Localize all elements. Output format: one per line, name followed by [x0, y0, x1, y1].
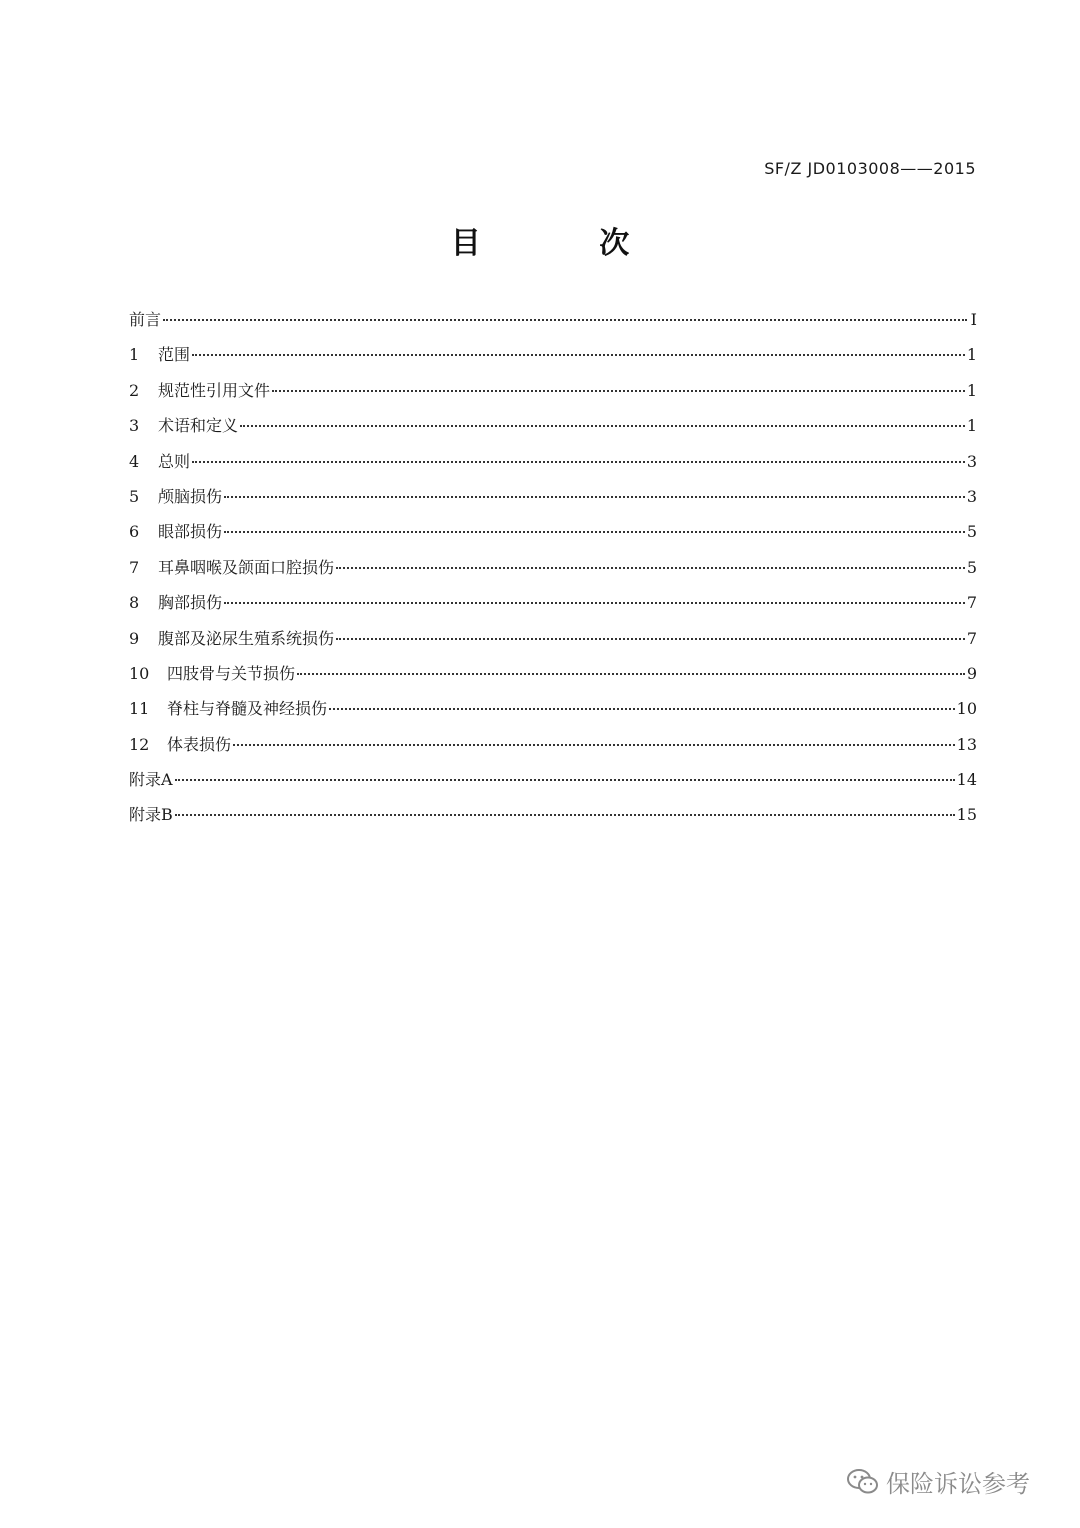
toc-entry[interactable] — [129, 731, 977, 766]
toc-entry-page: 3 — [966, 451, 977, 471]
watermark — [846, 1464, 1030, 1499]
toc-entry-label: 前言 — [129, 310, 162, 329]
toc-entry-number: 11 — [129, 699, 150, 719]
toc-entry-label: 总则 — [158, 451, 191, 471]
toc-entry-number: 4 — [129, 451, 140, 471]
toc-entry-page: 15 — [956, 805, 977, 825]
dot-leader — [175, 779, 955, 781]
toc-entry-label: 范围 — [158, 345, 191, 365]
toc-entry-page: 5 — [966, 557, 977, 577]
toc-entry-number: 2 — [129, 380, 140, 400]
table-of-contents — [129, 306, 977, 837]
toc-entry[interactable] — [129, 801, 977, 836]
dot-leader — [175, 814, 955, 816]
toc-entry-page: 13 — [956, 734, 977, 754]
toc-entry-page: 7 — [966, 593, 977, 613]
watermark-text: 保险诉讼参考 — [886, 1470, 1030, 1498]
toc-entry[interactable] — [129, 483, 977, 518]
toc-entry-page: 1 — [966, 416, 977, 436]
toc-entry[interactable] — [129, 377, 977, 412]
toc-entry-number: 5 — [129, 486, 140, 506]
toc-entry[interactable] — [129, 660, 977, 695]
dot-leader — [297, 673, 965, 675]
standard-code: SF/Z JD0103008——2015 — [764, 159, 976, 178]
toc-entry-number: 8 — [129, 593, 140, 613]
dot-leader — [192, 461, 965, 463]
dot-leader — [240, 425, 965, 427]
dot-leader — [192, 354, 965, 356]
toc-entry-label: 术语和定义 — [158, 416, 239, 436]
toc-entry-label: 眼部损伤 — [158, 522, 223, 542]
dot-leader — [224, 531, 965, 533]
toc-entry-label: 附录A — [129, 770, 173, 790]
dot-leader — [163, 319, 967, 321]
toc-entry-number: 12 — [129, 734, 150, 754]
toc-entry-label: 规范性引用文件 — [158, 380, 271, 400]
toc-entry-label: 颅脑损伤 — [158, 486, 223, 506]
toc-entry[interactable] — [129, 589, 977, 624]
toc-entry[interactable] — [129, 766, 977, 801]
toc-entry[interactable] — [129, 448, 977, 483]
toc-entry-number: 7 — [129, 557, 140, 577]
wechat-icon — [846, 1468, 880, 1496]
toc-entry-page: 9 — [966, 663, 977, 683]
page-title: 目 次 — [450, 226, 684, 261]
dot-leader — [336, 638, 965, 640]
toc-entry[interactable] — [129, 518, 977, 553]
toc-entry-page: 10 — [956, 699, 977, 719]
toc-entry-label: 四肢骨与关节损伤 — [167, 663, 296, 683]
toc-entry[interactable] — [129, 412, 977, 447]
toc-entry-page: 3 — [966, 486, 977, 506]
toc-entry-label: 胸部损伤 — [158, 593, 223, 613]
toc-entry-number: 10 — [129, 663, 150, 683]
dot-leader — [224, 602, 965, 604]
toc-entry-number: 3 — [129, 416, 140, 436]
toc-entry-page: 7 — [966, 628, 977, 648]
dot-leader — [329, 708, 955, 710]
toc-entry-number: 9 — [129, 628, 140, 648]
dot-leader — [233, 744, 955, 746]
toc-entry[interactable] — [129, 306, 977, 341]
toc-entry[interactable] — [129, 341, 977, 376]
toc-entry[interactable] — [129, 554, 977, 589]
dot-leader — [224, 496, 965, 498]
toc-entry-page: I — [970, 310, 977, 329]
dot-leader — [336, 567, 965, 569]
dot-leader — [272, 390, 965, 392]
toc-entry-page: 5 — [966, 522, 977, 542]
toc-entry-number: 6 — [129, 522, 140, 542]
toc-entry-label: 体表损伤 — [167, 734, 232, 754]
toc-entry-page: 1 — [966, 380, 977, 400]
toc-entry-label: 腹部及泌尿生殖系统损伤 — [158, 628, 335, 648]
toc-entry-page: 1 — [966, 345, 977, 365]
toc-entry-label: 附录B — [129, 805, 173, 825]
toc-entry[interactable] — [129, 625, 977, 660]
toc-entry-label: 脊柱与脊髓及神经损伤 — [167, 699, 328, 719]
toc-entry[interactable] — [129, 695, 977, 730]
toc-entry-page: 14 — [956, 770, 977, 790]
toc-entry-number: 1 — [129, 345, 140, 365]
toc-entry-label: 耳鼻咽喉及颌面口腔损伤 — [158, 557, 335, 577]
